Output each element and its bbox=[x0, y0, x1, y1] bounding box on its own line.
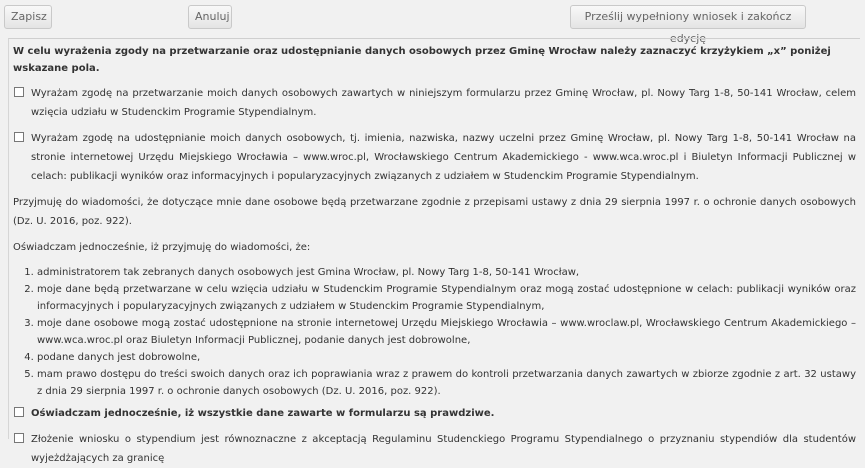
form-intro: W celu wyrażenia zgody na przetwarzanie oraz udostępnianie danych osobowych przez Gminę Wrocław należy zaznaczyć krzyżykiem „x” poniżej wskazane pola. bbox=[13, 46, 831, 74]
consent-processing-row bbox=[13, 84, 856, 122]
regulations-acceptance-row bbox=[13, 430, 856, 468]
truth-declaration-checkbox[interactable] bbox=[14, 407, 24, 417]
consent-processing-label: Wyrażam zgodę na przetwarzanie moich danych osobowych zawartych w niniejszym formularzu przez Gminę Wrocław, pl. Nowy Targ 1-8, 50-141 Wrocław, celem wzięcia udziału w Studenckim Programie Stypendialnym. bbox=[31, 88, 856, 118]
list-item: 3. moje dane osobowe mogą zostać udostępnione na stronie internetowej Urzędu Miejskiego Wrocławia – www.wroclaw.pl, Wrocławskiego Centrum Akademickiego – www.wca.wroc.pl oraz Biuletyn Informacji Publicznej, podanie danych jest dobrowolne, bbox=[37, 315, 856, 349]
consent-form bbox=[8, 38, 860, 464]
save-button[interactable]: Zapisz bbox=[4, 5, 52, 29]
submit-application-button[interactable]: Prześlij wypełniony wniosek i zakończ edycję bbox=[570, 5, 806, 29]
truth-declaration-label: Oświadczam jednocześnie, iż wszystkie dane zawarte w formularzu są prawdziwe. bbox=[31, 408, 495, 419]
declaration-list bbox=[13, 264, 856, 400]
consent-sharing-label: Wyrażam zgodę na udostępnianie moich danych osobowych, tj. imienia, nazwiska, nazwy uczelni przez Gminę Wrocław, pl. Nowy Targ 1-8, 50-141 Wrocław na stronie internetowej Urzędu Miejskiego Wrocławia – www.wroc.pl, Wrocławskiego Centrum Akademickiego - www.wca.wroc.pl i Biuletyn Informacji Publicznej w celach: publikacji wyników oraz informacyjnych i popularyzacyjnych związanych z udziałem w Studenckim Programie Stypendialnym. bbox=[31, 133, 856, 182]
list-item: 5. mam prawo dostępu do treści swoich danych oraz ich poprawiania wraz z prawem do kontroli przetwarzania danych zawartych w zbiorze zgodnie z art. 32 ustawy z dnia 29 sierpnia 1997 r. o ochronie danych osobowych (Dz. U. 2016, poz. 922). bbox=[37, 366, 856, 400]
declaration-heading: Oświadczam jednocześnie, iż przyjmuję do wiadomości, że: bbox=[13, 242, 311, 253]
regulations-acceptance-label: Złożenie wniosku o stypendium jest równoznaczne z akceptacją Regulaminu Studenckiego Programu Stypendialnego o przyznaniu stypendiów dla studentów wyjeżdżających za granicę bbox=[31, 434, 856, 464]
cancel-button[interactable]: Anuluj bbox=[188, 5, 232, 29]
consent-processing-checkbox[interactable] bbox=[14, 87, 24, 97]
list-item: 2. moje dane będą przetwarzane w celu wzięcia udziału w Studenckim Programie Stypendialnym oraz mogą zostać udostępnione w celach: publikacji wyników oraz informacyjnych i popularyzacyjnych związanych z udziałem w Studenckim Programie Stypendialnym, bbox=[37, 281, 856, 315]
consent-sharing-row bbox=[13, 129, 856, 186]
privacy-notice: Przyjmuję do wiadomości, że dotyczące mnie dane osobowe będą przetwarzane zgodnie z przepisami ustawy z dnia 29 sierpnia 1997 r. o ochronie danych osobowych (Dz. U. 2016, poz. 922). bbox=[13, 197, 856, 227]
list-item: 4. podane danych jest dobrowolne, bbox=[37, 349, 856, 366]
toolbar bbox=[0, 0, 865, 45]
truth-declaration-row bbox=[13, 404, 856, 423]
consent-sharing-checkbox[interactable] bbox=[14, 132, 24, 142]
list-item: 1. administratorem tak zebranych danych osobowych jest Gmina Wrocław, pl. Nowy Targ 1-8, 50-141 Wrocław, bbox=[37, 264, 856, 281]
regulations-acceptance-checkbox[interactable] bbox=[14, 433, 24, 443]
